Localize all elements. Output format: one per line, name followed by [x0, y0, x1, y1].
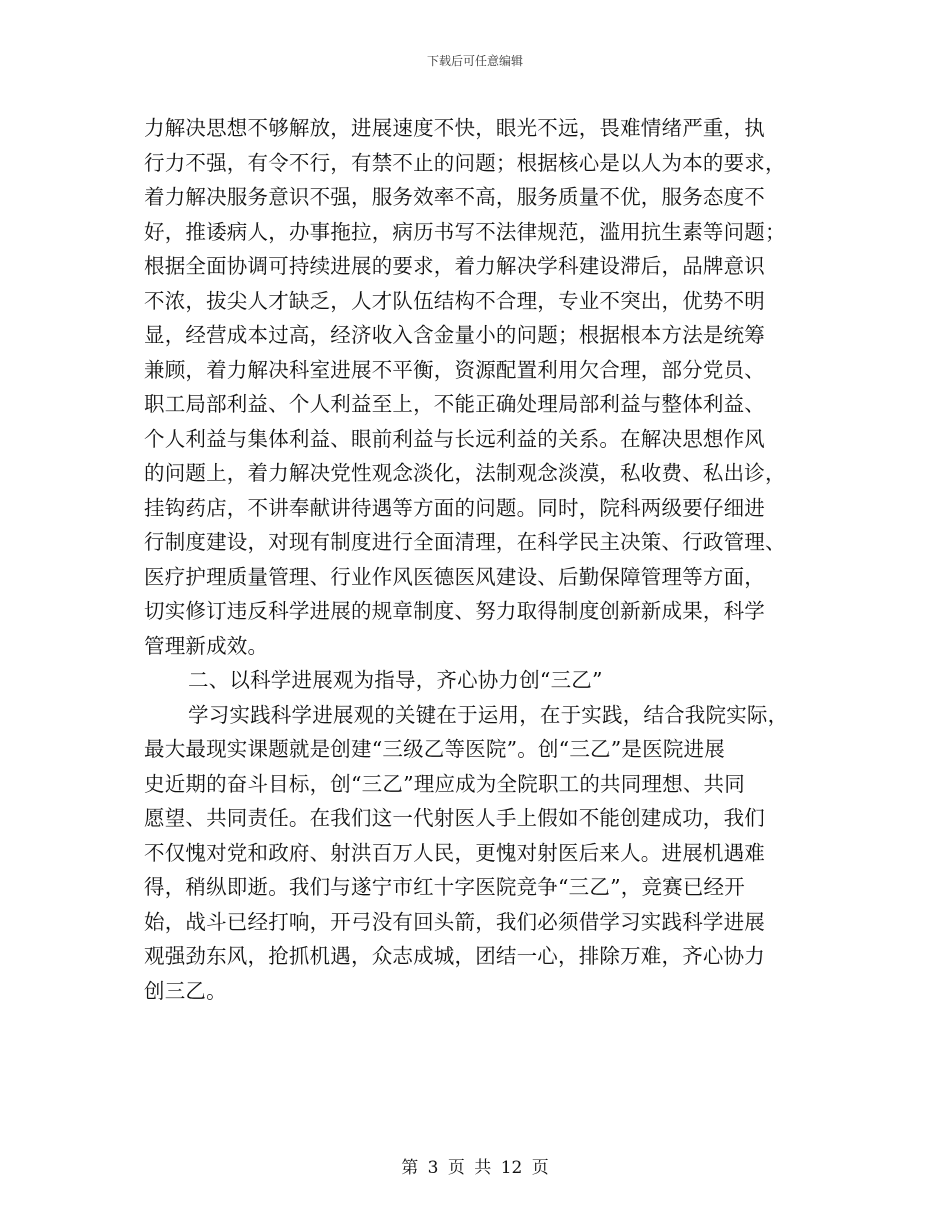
body-line: 行制度建设，对现有制度进行全面清理，在科学民主决策、行政管理、: [144, 530, 786, 554]
section-heading: 二、以科学进展观为指导，齐心协力创“三乙”: [188, 668, 603, 692]
body-line: 兼顾，着力解决科室进展不平衡，资源配置利用欠合理，部分党员、: [144, 357, 765, 382]
body-line: 职工局部利益、个人利益至上，不能正确处理局部利益与整体利益、: [144, 392, 765, 416]
body-line: 始，战斗已经打响，开弓没有回头箭，我们必须借学习实践科学进展: [144, 909, 765, 934]
body-line: 好，推诿病人，办事拖拉，病历书写不法律规范，滥用抗生素等问题；: [144, 219, 786, 244]
body-line: 愿望、共同责任。在我们这一代射医人手上假如不能创建成功，我们: [144, 806, 765, 830]
body-line: 最大最现实课题就是创建“三级乙等医院”。创“三乙”是医院进展: [144, 737, 725, 761]
body-line: 史近期的奋斗目标，创“三乙”理应成为全院职工的共同理想、共同: [144, 771, 745, 796]
body-line: 着力解决服务意识不强，服务效率不高，服务质量不优，服务态度不: [144, 185, 765, 209]
body-line: 切实修订违反科学进展的规章制度、努力取得制度创新新成果，科学: [144, 599, 765, 623]
body-line: 显，经营成本过高，经济收入含金量小的问题；根据根本方法是统筹: [144, 323, 765, 347]
body-line: 个人利益与集体利益、眼前利益与长远利益的关系。在解决思想作风: [144, 426, 765, 451]
page-number: 第 3 页 共 12 页: [401, 1158, 549, 1178]
body-line: 得，稍纵即逝。我们与遂宁市红十字医院竞争“三乙”，竞赛已经开: [144, 875, 745, 899]
body-line: 观强劲东风，抢抓机遇，众志成城，团结一心，排除万难，齐心协力: [144, 944, 765, 968]
body-line: 挂钩药店，不讲奉献讲待遇等方面的问题。同时，院科两级要仔细进: [144, 495, 765, 520]
page-header: 下载后可任意编辑: [426, 54, 523, 68]
body-line: 学习实践科学进展观的关键在于运用，在于实践，结合我院实际，: [188, 702, 789, 727]
body-line: 医疗护理质量管理、行业作风医德医风建设、后勤保障管理等方面，: [144, 564, 765, 589]
body-line: 创三乙。: [144, 978, 227, 1003]
body-line: 力解决思想不够解放，进展速度不快，眼光不远，畏难情绪严重，执: [144, 116, 765, 140]
document-body: [144, 111, 808, 1008]
body-line: 的问题上，着力解决党性观念淡化，法制观念淡漠，私收费、私出诊，: [144, 461, 786, 485]
body-line: 根据全面协调可持续进展的要求，着力解决学科建设滞后，品牌意识: [144, 254, 765, 278]
body-line: 不浓，拔尖人才缺乏，人才队伍结构不合理，专业不突出，优势不明: [144, 288, 765, 313]
body-line: 不仅愧对党和政府、射洪百万人民，更愧对射医后来人。进展机遇难: [144, 840, 765, 865]
body-line: 管理新成效。: [144, 633, 269, 658]
body-line: 行力不强，有令不行，有禁不止的问题；根据核心是以人为本的要求，: [144, 150, 786, 175]
